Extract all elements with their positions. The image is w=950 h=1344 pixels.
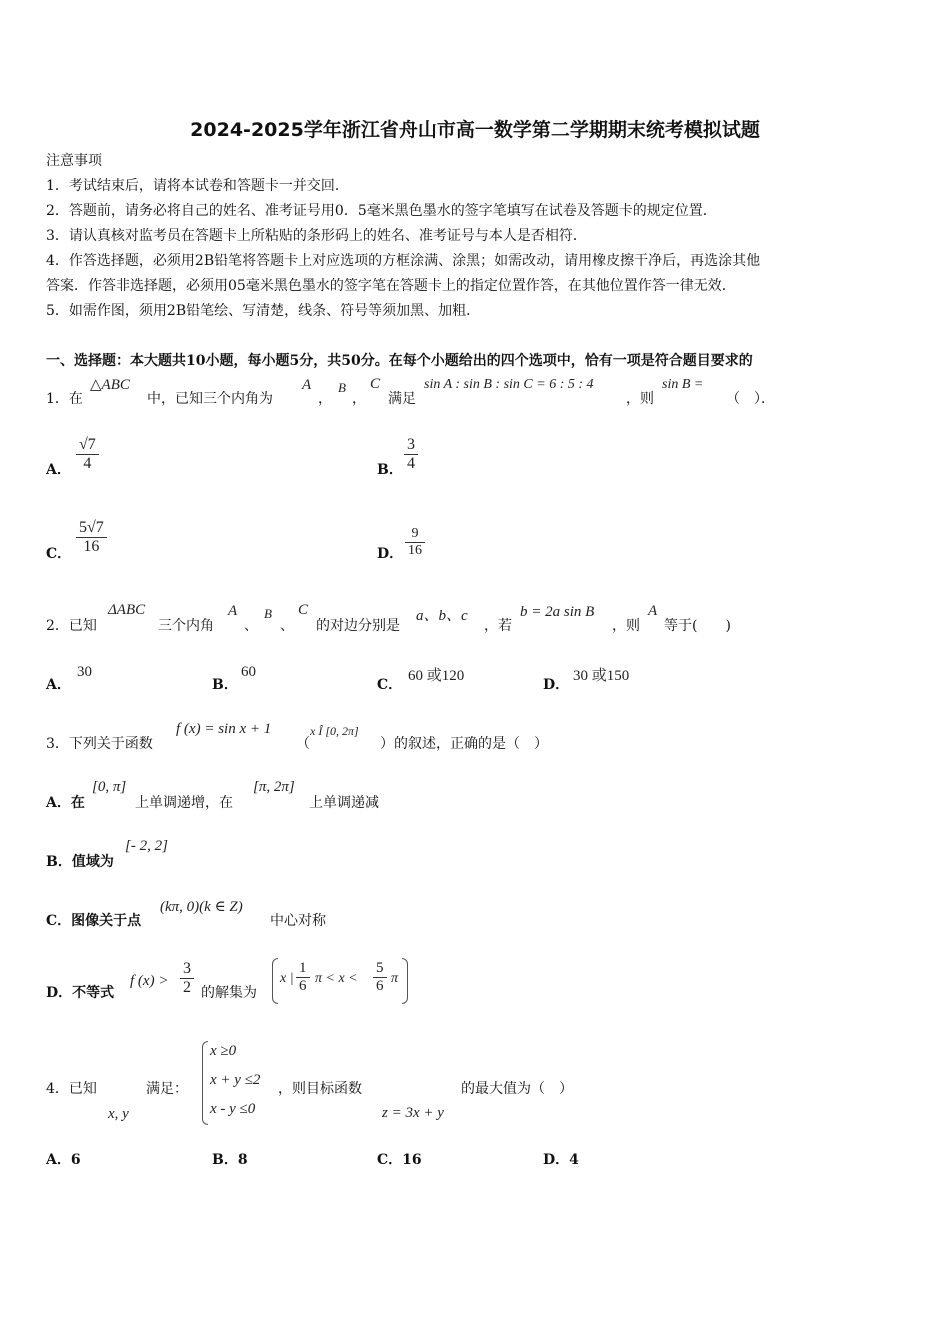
q2-sep: 、 <box>244 618 258 634</box>
q1-paren: （ ）． <box>726 391 775 407</box>
q2-option-b[interactable]: 60 <box>241 664 256 680</box>
q4-variables: x, y <box>108 1106 129 1122</box>
numerator: 5√7 <box>79 519 104 536</box>
set-brace-right <box>402 958 408 1004</box>
denominator: 16 <box>405 542 425 559</box>
q2-angle-a: A <box>648 603 658 619</box>
q1-text: 满足 <box>388 391 416 407</box>
q3-option-a-text: 上单调递减 <box>309 795 379 811</box>
numerator: 3 <box>407 436 415 453</box>
numerator: 3 <box>183 960 191 977</box>
q1-option-d-label: D． <box>377 546 404 562</box>
q4-option-b[interactable]: B．8 <box>212 1152 248 1168</box>
notice-item: 3．请认真核对监考员在答题卡上所粘贴的条形码上的姓名、准考证号与本人是否相符． <box>46 228 587 244</box>
q3-option-c-label: C．图像关于点 <box>46 913 142 929</box>
denominator: 2 <box>180 978 194 997</box>
q2-angle-a: A <box>228 603 238 619</box>
notice-item: 答案．作答非选择题，必须用05毫米黑色墨水的签字笔在答题卡上的指定位置作答，在其他位置作答一律无效． <box>46 278 736 294</box>
q1-sinb: sin B = <box>662 377 704 392</box>
q3-option-c-point: (kπ, 0)(k ∈ Z) <box>160 899 243 915</box>
q2-number: 2．已知 <box>46 618 97 634</box>
q2-option-b-label: B． <box>212 677 238 693</box>
notice-item: 2．答题前，请务必将自己的姓名、准考证号用0．5毫米黑色墨水的签字笔填写在试卷及答题卡的规定位置． <box>46 203 717 219</box>
q2-sep: 、 <box>280 618 294 634</box>
q4-constraint: x + y ≤2 <box>210 1072 261 1088</box>
q2-option-a[interactable]: 30 <box>77 664 92 680</box>
q1-ratio: sin A : sin B : sin C = 6 : 5 : 4 <box>424 377 594 392</box>
q3-option-d-text: 的解集为 <box>201 985 257 1001</box>
q3-option-b-label: B．值域为 <box>46 854 114 870</box>
q1-triangle: △ABC <box>90 377 130 393</box>
q2-option-c[interactable]: 60 或120 <box>408 668 465 684</box>
system-brace <box>202 1041 208 1125</box>
q1-comma: ， <box>318 391 332 407</box>
numerator: 1 <box>299 960 307 976</box>
q3-option-d-fraction <box>180 960 194 997</box>
q1-option-c-fraction[interactable] <box>76 519 107 556</box>
q1-option-d-fraction[interactable] <box>405 526 425 559</box>
q4-text: ，则目标函数 <box>278 1081 362 1097</box>
q1-comma: ， <box>352 391 366 407</box>
q2-text: 三个内角 <box>158 618 214 634</box>
q2-condition: b = 2a sin B <box>520 604 595 620</box>
numerator: 9 <box>411 526 419 541</box>
q3-option-d-fraction <box>373 960 387 995</box>
denominator: 4 <box>76 454 99 473</box>
q3-option-a-interval2: [π, 2π] <box>253 779 295 795</box>
q3-option-d-set-mid: π < x < <box>315 971 358 986</box>
q3-option-d-inequality: f (x) > <box>130 973 169 989</box>
q3-option-a-interval1: [0, π] <box>92 779 127 795</box>
q4-constraint: x - y ≤0 <box>210 1101 256 1117</box>
q2-text: ，则 <box>612 618 640 634</box>
q2-sides: a、b、c <box>416 608 468 624</box>
q2-option-c-label: C． <box>377 677 403 693</box>
q2-angle-b: B <box>264 606 272 621</box>
q4-option-a[interactable]: A．6 <box>46 1152 81 1168</box>
notice-heading: 注意事项 <box>46 153 102 169</box>
q3-option-d-label: D．不等式 <box>46 985 115 1001</box>
q3-option-d-set-end: π <box>391 971 399 986</box>
q4-option-c[interactable]: C．16 <box>377 1152 422 1168</box>
numerator: √7 <box>79 436 96 453</box>
set-brace-left <box>272 958 278 1004</box>
notice-item: 1．考试结束后，请将本试卷和答题卡一并交回． <box>46 178 349 194</box>
notice-item: 5．如需作图，须用2B铅笔绘、写清楚，线条、符号等须加黑、加粗． <box>46 303 481 319</box>
q1-angle-a: A <box>302 377 312 393</box>
q2-option-d[interactable]: 30 或150 <box>573 668 630 684</box>
denominator: 16 <box>76 537 107 556</box>
q1-text: ，则 <box>626 391 654 407</box>
q4-option-d[interactable]: D．4 <box>543 1152 579 1168</box>
q3-text: ）的叙述，正确的是（ ） <box>380 736 548 752</box>
q3-function: f (x) = sin x + 1 <box>176 721 272 737</box>
q3-option-a-label: A．在 <box>46 795 85 811</box>
q3-paren: （ <box>296 736 310 752</box>
q2-triangle: ΔABC <box>108 602 146 618</box>
denominator: 6 <box>373 977 387 995</box>
denominator: 4 <box>404 454 418 473</box>
q1-angle-c: C <box>370 376 381 392</box>
q3-option-b-range: [- 2, 2] <box>125 838 168 854</box>
q1-option-c-label: C． <box>46 546 72 562</box>
q4-objective: z = 3x + y <box>382 1105 444 1121</box>
q3-domain: x Î [0, 2π] <box>310 724 359 738</box>
q4-constraint: x ≥0 <box>210 1043 237 1059</box>
q1-text: 中，已知三个内角为 <box>147 391 273 407</box>
q2-option-a-label: A． <box>46 677 71 693</box>
q2-text: ，若 <box>484 618 512 634</box>
q4-text: 的最大值为（ ） <box>461 1081 573 1097</box>
q2-text: 的对边分别是 <box>316 618 400 634</box>
q1-option-a-label: A． <box>46 462 71 478</box>
q3-option-d-set-var: x | <box>280 971 294 986</box>
notice-item: 4．作答选择题，必须用2B铅笔将答题卡上对应选项的方框涂满、涂黑；如需改动，请用橡皮擦干净后，再选涂其他 <box>46 253 761 269</box>
q3-number: 3．下列关于函数 <box>46 736 153 752</box>
q2-text: 等于( ) <box>664 618 731 634</box>
q3-option-c-text: 中心对称 <box>270 913 326 929</box>
page-title: 2024-2025学年浙江省舟山市高一数学第二学期期末统考模拟试题 <box>190 119 760 141</box>
q1-option-b-fraction[interactable] <box>404 436 418 473</box>
q3-option-a-text: 上单调递增，在 <box>135 795 233 811</box>
numerator: 5 <box>376 960 384 976</box>
q4-number: 4．已知 <box>46 1081 97 1097</box>
q4-text: 满足： <box>146 1081 188 1097</box>
q1-option-a-fraction[interactable] <box>76 436 99 473</box>
denominator: 6 <box>296 977 310 995</box>
q1-angle-b: B <box>338 380 346 395</box>
q1-number: 1．在 <box>46 391 83 407</box>
q3-option-d-fraction <box>296 960 310 995</box>
section-heading: 一、选择题：本大题共10小题，每小题5分，共50分。在每个小题给出的四个选项中，恰有一项是符合题目要求的 <box>46 353 753 369</box>
q2-option-d-label: D． <box>543 677 570 693</box>
q1-option-b-label: B． <box>377 462 403 478</box>
q2-angle-c: C <box>298 602 309 618</box>
